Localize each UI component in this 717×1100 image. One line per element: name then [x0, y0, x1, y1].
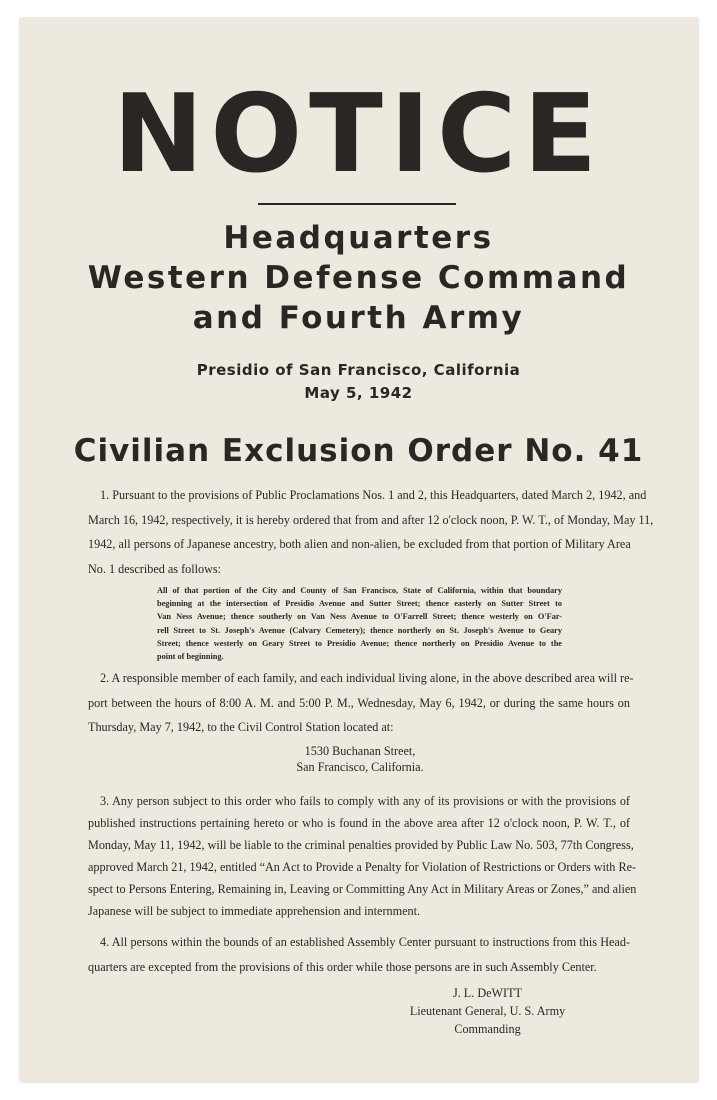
text-line: Thursday, May 7, 1942, to the Civil Control Station located at:	[88, 720, 394, 734]
text-line: quarters are excepted from the provisions of this order while those persons are in such Assembly Center.	[88, 959, 597, 974]
hq-line-2: Western Defense Command	[87, 260, 630, 296]
hq-line-3: and Fourth Army	[192, 300, 525, 336]
hq-line-1: Headquarters	[223, 220, 494, 256]
order-title: Civilian Exclusion Order No. 41	[73, 433, 644, 469]
text-line: 2. A responsible member of each family, and each individual living alone, in the above described area will re-	[100, 671, 634, 685]
text-line: spect to Persons Entering, Remaining in, Leaving or Committing Any Act in Military Areas or Zones,” and alien	[88, 882, 637, 896]
signatory-name: J. L. DeWITT	[452, 986, 523, 1000]
notice-heading: NOTICE	[112, 72, 605, 197]
paragraph-4	[88, 930, 630, 979]
paragraph-3	[88, 790, 637, 922]
divider-rule	[258, 203, 456, 205]
address-line: 1530 Buchanan Street,	[304, 744, 416, 758]
text-line: 3. Any person subject to this order who fails to comply with any of its provisions or with the provisions of	[100, 794, 630, 808]
location: Presidio of San Francisco, California	[196, 361, 521, 379]
text-line: rell Street to St. Joseph's Avenue (Calvary Cemetery); thence northerly on St. Joseph's Avenue to Geary	[157, 625, 562, 635]
text-line: Street; thence westerly on Geary Street to Presidio Avenue; thence northerly on Presidio Avenue to the	[157, 638, 562, 648]
text-line: approved March 21, 1942, entitled “An Act to Provide a Penalty for Violation of Restrictions or Orders with Re-	[88, 860, 637, 874]
text-line: point of beginning.	[157, 651, 224, 661]
text-line: published instructions pertaining hereto or who is found in the above area after 12 o'clock noon, P. W. T., of	[88, 816, 630, 830]
text-line: Van Ness Avenue; thence southerly on Van Ness Avenue to O'Farrell Street; thence westerly on O'Far-	[157, 612, 562, 622]
text-line: All of that portion of the City and County of San Francisco, State of California, within that boundary	[157, 586, 562, 595]
paragraph-2	[88, 666, 634, 740]
address-line: San Francisco, California.	[296, 760, 424, 774]
signatory-role: Commanding	[454, 1022, 521, 1036]
control-station-address	[250, 743, 470, 775]
signature-block	[400, 984, 575, 1038]
text-line: Japanese will be subject to immediate apprehension and internment.	[88, 904, 421, 918]
issue-date: May 5, 1942	[304, 384, 413, 402]
text-line: beginning at the intersection of Presidio Avenue and Sutter Street; thence easterly on Sutter Street to	[157, 599, 562, 609]
signatory-rank: Lieutenant General, U. S. Army	[409, 1004, 566, 1018]
text-line: No. 1 described as follows:	[88, 561, 222, 576]
text-line: port between the hours of 8:00 A. M. and 5:00 P. M., Wednesday, May 6, 1942, or during the same hours on	[88, 695, 630, 710]
text-line: 1942, all persons of Japanese ancestry, both alien and non-alien, be excluded from that portion of Military Area	[88, 537, 631, 551]
paragraph-1	[88, 483, 654, 581]
text-line: 1. Pursuant to the provisions of Public Proclamations Nos. 1 and 2, this Headquarters, dated March 2, 1942, and	[100, 488, 647, 502]
text-line: 4. All persons within the bounds of an established Assembly Center pursuant to instructions from this Head-	[100, 935, 630, 949]
text-line: Monday, May 11, 1942, will be liable to the criminal penalties provided by Public Law No. 503, 77th Congress,	[88, 838, 634, 852]
boundary-description	[157, 584, 562, 663]
text-line: March 16, 1942, respectively, it is hereby ordered that from and after 12 o'clock noon, P. W. T., of Monday, May 11,	[88, 512, 654, 527]
